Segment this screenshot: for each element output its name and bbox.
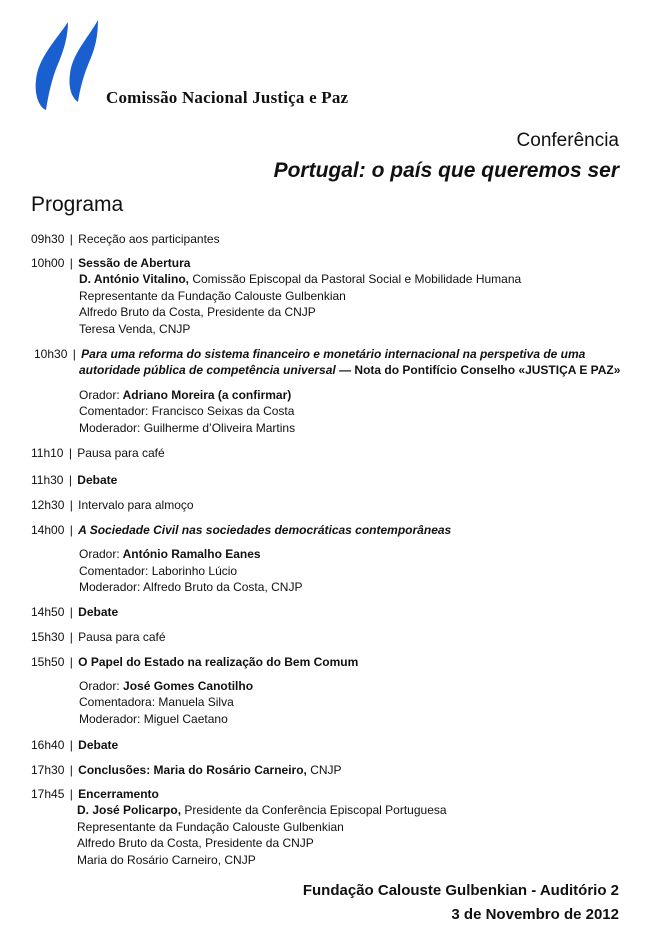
item-time: 10h00: [31, 256, 65, 270]
item-line: D. José Policarpo, Presidente da Conferência Episcopal Portuguesa: [77, 803, 447, 817]
item-line: Orador: Adriano Moreira (a confirmar): [79, 388, 292, 402]
organization-name: Comissão Nacional Justiça e Paz: [106, 88, 349, 107]
agenda-item: 15h30 | Pausa para café: [31, 630, 166, 644]
agenda-item: 12h30 | Intervalo para almoço: [31, 498, 194, 512]
venue: Fundação Calouste Gulbenkian - Auditório 2: [302, 882, 619, 899]
conference-label: Conferência: [516, 130, 619, 151]
item-line: Moderador: Miguel Caetano: [79, 712, 228, 726]
item-text: Receção aos participantes: [78, 232, 220, 246]
agenda-item: 14h50 | Debate: [31, 605, 119, 619]
item-title: Sessão de Abertura: [78, 256, 191, 270]
item-line: Moderador: Alfredo Bruto da Costa, CNJP: [79, 580, 303, 594]
agenda-item: 17h45 | Encerramento: [31, 787, 159, 801]
item-line: Maria do Rosário Carneiro, CNJP: [77, 853, 256, 867]
item-line: D. António Vitalino, Comissão Episcopal da Pastoral Social e Mobilidade Humana: [79, 272, 522, 286]
agenda-item: 10h00 | Sessão de Abertura: [31, 256, 191, 270]
agenda-item: 10h30 | Para uma reforma do sistema financeiro e monetário internacional na perspetiva de uma: [34, 347, 586, 361]
agenda-item: 11h10 | Pausa para café: [31, 446, 165, 460]
conference-title: Portugal: o país que queremos ser: [273, 159, 619, 182]
logo-left-leaf: [36, 22, 68, 110]
item-line: Moderador: Guilherme d’Oliveira Martins: [79, 421, 296, 435]
agenda-item: 17h30 | Conclusões: Maria do Rosário Carneiro, CNJP: [31, 763, 342, 777]
program-heading: Programa: [31, 193, 124, 216]
item-line: Representante da Fundação Calouste Gulbenkian: [77, 820, 344, 834]
item-line: Alfredo Bruto da Costa, Presidente da CNJP: [79, 305, 316, 319]
agenda-item: 14h00 | A Sociedade Civil nas sociedades democráticas contemporâneas: [31, 523, 452, 537]
item-time: 09h30: [31, 232, 65, 246]
agenda-item: 15h50 | O Papel do Estado na realização do Bem Comum: [31, 655, 359, 669]
item-time: 10h30: [34, 347, 68, 361]
item-line: Comentadora: Manuela Silva: [79, 695, 234, 709]
cnjp-logo: [28, 18, 104, 114]
item-line: Comentador: Laborinho Lúcio: [79, 564, 238, 578]
item-line: Representante da Fundação Calouste Gulbenkian: [79, 289, 346, 303]
event-date: 3 de Novembro de 2012: [451, 906, 619, 923]
agenda-item: 16h40 | Debate: [31, 738, 119, 752]
item-line: Comentador: Francisco Seixas da Costa: [79, 404, 295, 418]
agenda-item: 09h30 | Receção aos participantes: [31, 232, 220, 246]
item-line: Teresa Venda, CNJP: [79, 322, 191, 336]
item-line: Orador: António Ramalho Eanes: [79, 547, 261, 561]
item-line: Alfredo Bruto da Costa, Presidente da CNJP: [77, 836, 314, 850]
item-line: Orador: José Gomes Canotilho: [79, 679, 254, 693]
agenda-item: 11h30 | Debate: [31, 473, 118, 487]
item-title: Para uma reforma do sistema financeiro e monetário internacional na perspetiva de uma: [81, 347, 586, 361]
logo-right-leaf: [69, 20, 98, 102]
item-title-cont: autoridade pública de competência universal — Nota do Pontifício Conselho «JUSTIÇA E PAZ»: [79, 363, 621, 377]
